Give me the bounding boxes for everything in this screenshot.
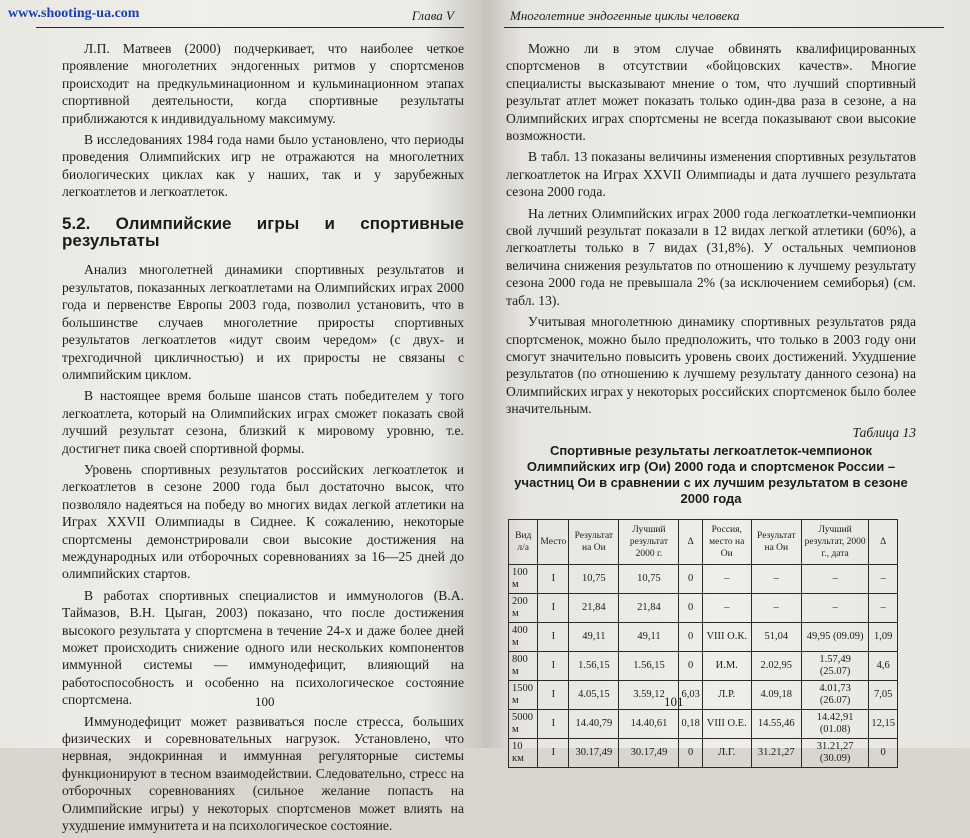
table-cell: 49,11: [569, 622, 619, 651]
table-header-row: [509, 519, 898, 564]
table-cell: 1.56,15: [569, 651, 619, 680]
table-cell: 14.40,79: [569, 709, 619, 738]
table-cell: 3.59,12: [619, 680, 679, 709]
table-cell: 4.09,18: [751, 680, 801, 709]
results-table: [508, 519, 898, 768]
table-cell: 1500 м: [509, 680, 538, 709]
table-cell: 800 м: [509, 651, 538, 680]
table-cell: 30.17,49: [619, 738, 679, 767]
table-cell: 49,11: [619, 622, 679, 651]
table-header-cell: Результат на Ои: [751, 519, 801, 564]
table-cell: 21,84: [569, 593, 619, 622]
table-cell: 21,84: [619, 593, 679, 622]
section-heading: 5.2. Олимпийские игры и спортивные результаты: [62, 213, 464, 251]
right-running-head: Многолетние эндогенные циклы человека: [510, 8, 740, 23]
table-cell: –: [869, 593, 898, 622]
table-cell: 6,03: [679, 680, 702, 709]
table-cell: 0: [679, 593, 702, 622]
table-cell: 4,6: [869, 651, 898, 680]
table-cell: 5000 м: [509, 709, 538, 738]
table-cell: –: [801, 564, 868, 593]
table-header-cell: Лучший результат, 2000 г., дата: [801, 519, 868, 564]
table-cell: 200 м: [509, 593, 538, 622]
table-cell: 1.57,49 (25.07): [801, 651, 868, 680]
table-cell: –: [869, 564, 898, 593]
table-row: [509, 738, 898, 767]
table-cell: 10,75: [619, 564, 679, 593]
table-cell: I: [538, 738, 569, 767]
table-cell: –: [751, 593, 801, 622]
table-cell: 30.17,49: [569, 738, 619, 767]
paragraph: Л.П. Матвеев (2000) подчеркивает, что наиболее четкое проявление многолетних эндогенных ритмов у спортсменов происходит на предкульминационном и кульминационном этапах спортивной деятельности, когда спортивные результаты приближаются к индивидуальному максимуму.: [62, 41, 464, 126]
table-cell: 31.21,27 (30.09): [801, 738, 868, 767]
table-cell: VIII О.Е.: [702, 709, 751, 738]
table-cell: 14.40,61: [619, 709, 679, 738]
table-cell: 2.02,95: [751, 651, 801, 680]
table-row: [509, 709, 898, 738]
paragraph: В табл. 13 показаны величины изменения спортивных результатов легкоатлеток на Играх XXVII Олимпиады и дата лучшего результата сезона 2000 года.: [506, 149, 916, 200]
table-cell: I: [538, 709, 569, 738]
paragraph: Иммунодефицит может развиваться после стресса, больших физических и соревновательных нагрузок. Установлено, что нервная, эндокринная и иммунная регуляторные системы функционируют в тесном взаимодействии. Следовательно, стресс на отборочных соревнованиях (сильное желание попасть на Олимпийские игры) у некоторых спортсменов может влиять на ухудшение иммунитета и на психологическое состояние.: [62, 713, 464, 834]
table-header-cell: Место: [538, 519, 569, 564]
table-cell: 12,15: [869, 709, 898, 738]
right-body-text: [506, 40, 916, 768]
left-page: [0, 0, 484, 834]
paragraph: Уровень спортивных результатов российских легкоатлеток и легкоатлетов в сезоне 2000 года был достаточно высок, что позволяло надеяться на победу во многих видах легкой атлетики на Играх XXVII Олимпиады в Сиднее. К сожалению, некоторые спортсмены демонстрировали свои высокие достижения на международных или отборочных соревнованиях за 16—25 дней до олимпийских стартов.: [62, 461, 464, 582]
table-cell: VIII О.К.: [702, 622, 751, 651]
table-cell: 7,05: [869, 680, 898, 709]
table-header-cell: Δ: [869, 519, 898, 564]
table-cell: 14.55,46: [751, 709, 801, 738]
table-cell: И.М.: [702, 651, 751, 680]
table-cell: 0: [679, 738, 702, 767]
left-running-head: Глава V: [411, 8, 454, 23]
table-header-cell: Δ: [679, 519, 702, 564]
table-cell: I: [538, 593, 569, 622]
table-cell: 0: [679, 651, 702, 680]
paragraph: На летних Олимпийских играх 2000 года легкоатлетки-чемпионки свой лучший результат показали в 12 видах легкой атлетики (60%), а легкоатлеты только в 7 видах (31,8%). У остальных чемпионов величина снижения результатов по отношению к лучшему результату сезона 2000 года не превышала 2% (за исключением семиборья) (см. табл. 13).: [506, 205, 916, 308]
table-cell: 10 км: [509, 738, 538, 767]
left-page-number: 100: [255, 694, 275, 709]
table-cell: 0: [869, 738, 898, 767]
paragraph: В настоящее время больше шансов стать победителем у того легкоатлета, который на Олимпийских играх сможет показать свой лучший результат сезона, близкий к мировому уровню, т.е. достигнет пика своей спортивной формы.: [62, 388, 464, 456]
table-cell: –: [751, 564, 801, 593]
table-cell: 1,09: [869, 622, 898, 651]
table-cell: I: [538, 680, 569, 709]
table-header-cell: Результат на Ои: [569, 519, 619, 564]
table-cell: Л.Г.: [702, 738, 751, 767]
table-header-cell: Вид л/а: [509, 519, 538, 564]
table-header-cell: Россия, место на Ои: [702, 519, 751, 564]
table-cell: I: [538, 564, 569, 593]
right-page-number: 101: [664, 694, 684, 709]
paragraph: Можно ли в этом случае обвинять квалифицированных спортсменов в отсутствии «бойцовских качеств». Многие специалисты высказывают мнение о том, что лучший спортивный результат атлет может показать только один-два раза в сезоне, а на Олимпийских играх спортсмены не всегда показывают свои высокие возможности.: [506, 41, 916, 144]
right-header-rule: [504, 27, 944, 28]
table-cell: 51,04: [751, 622, 801, 651]
table-row: [509, 593, 898, 622]
table-row: [509, 622, 898, 651]
table-cell: 31.21,27: [751, 738, 801, 767]
table-cell: I: [538, 651, 569, 680]
left-body-text: [62, 40, 464, 838]
table-cell: 10,75: [569, 564, 619, 593]
table-cell: 14.42,91 (01.08): [801, 709, 868, 738]
table-cell: Л.Р.: [702, 680, 751, 709]
paragraph: В работах спортивных специалистов и иммунологов (В.А. Таймазов, В.Н. Цыган, 2003) показано, что после достижения высокого результата у спортсмена в течение 24-х и даже более дней может происходить снижение одного или нескольких компонентов иммунной системы — иммунодефицит, влияющий на работоспособность и особенно на психологическое состояние спортсмена.: [62, 587, 464, 708]
paragraph: В исследованиях 1984 года нами было установлено, что периоды проведения Олимпийских игр не отражаются на многолетних биологических циклах как у наших, так и у зарубежных легкоатлетов и легкоатлеток.: [62, 132, 464, 200]
table-cell: –: [702, 593, 751, 622]
table-row: [509, 564, 898, 593]
table-row: [509, 680, 898, 709]
table-label: Таблица 13: [852, 424, 916, 440]
table-cell: 0: [679, 622, 702, 651]
table-header-cell: Лучший результат 2000 г.: [619, 519, 679, 564]
table-cell: 4.05,15: [569, 680, 619, 709]
table-cell: 400 м: [509, 622, 538, 651]
paragraph: Анализ многолетней динамики спортивных результатов и результатов, показанных легкоатлетами на Олимпийских играх 2000 года и первенстве Европы 2003 года, позволил установить, что в большинстве случаев многолетние приросты спортивных результатов легкоатлетов «идут своим чередом» (с двух- и трехгодичной цикличностью) и их приросты не связаны с олимпийским циклом.: [62, 262, 464, 382]
watermark: www.shooting-ua.com: [8, 6, 140, 21]
table-row: [509, 651, 898, 680]
table-title: Спортивные результаты легкоатлеток-чемпионок Олимпийских игр (Ои) 2000 года и спортсменок России – участниц Ои в сравнении с их лучшим результатом в сезоне 2000 года: [514, 442, 908, 506]
right-page: [484, 0, 970, 764]
table-cell: 1.56,15: [619, 651, 679, 680]
table-cell: 4.01,73 (26.07): [801, 680, 868, 709]
table-cell: 100 м: [509, 564, 538, 593]
table-cell: I: [538, 622, 569, 651]
left-header-rule: [36, 27, 464, 28]
table-cell: 49,95 (09.09): [801, 622, 868, 651]
table-cell: 0: [679, 564, 702, 593]
table-cell: –: [801, 593, 868, 622]
paragraph: Учитывая многолетнюю динамику спортивных результатов ряда спортсменок, можно было предположить, что только в 2003 году они смогут значительно повысить уровень своих достижений. Ухудшение результатов (по отношению к лучшему результату данного сезона) на Олимпийских играх у некоторых российских спортсменок было более значительным.: [506, 314, 916, 417]
table-cell: 0,18: [679, 709, 702, 738]
table-cell: –: [702, 564, 751, 593]
